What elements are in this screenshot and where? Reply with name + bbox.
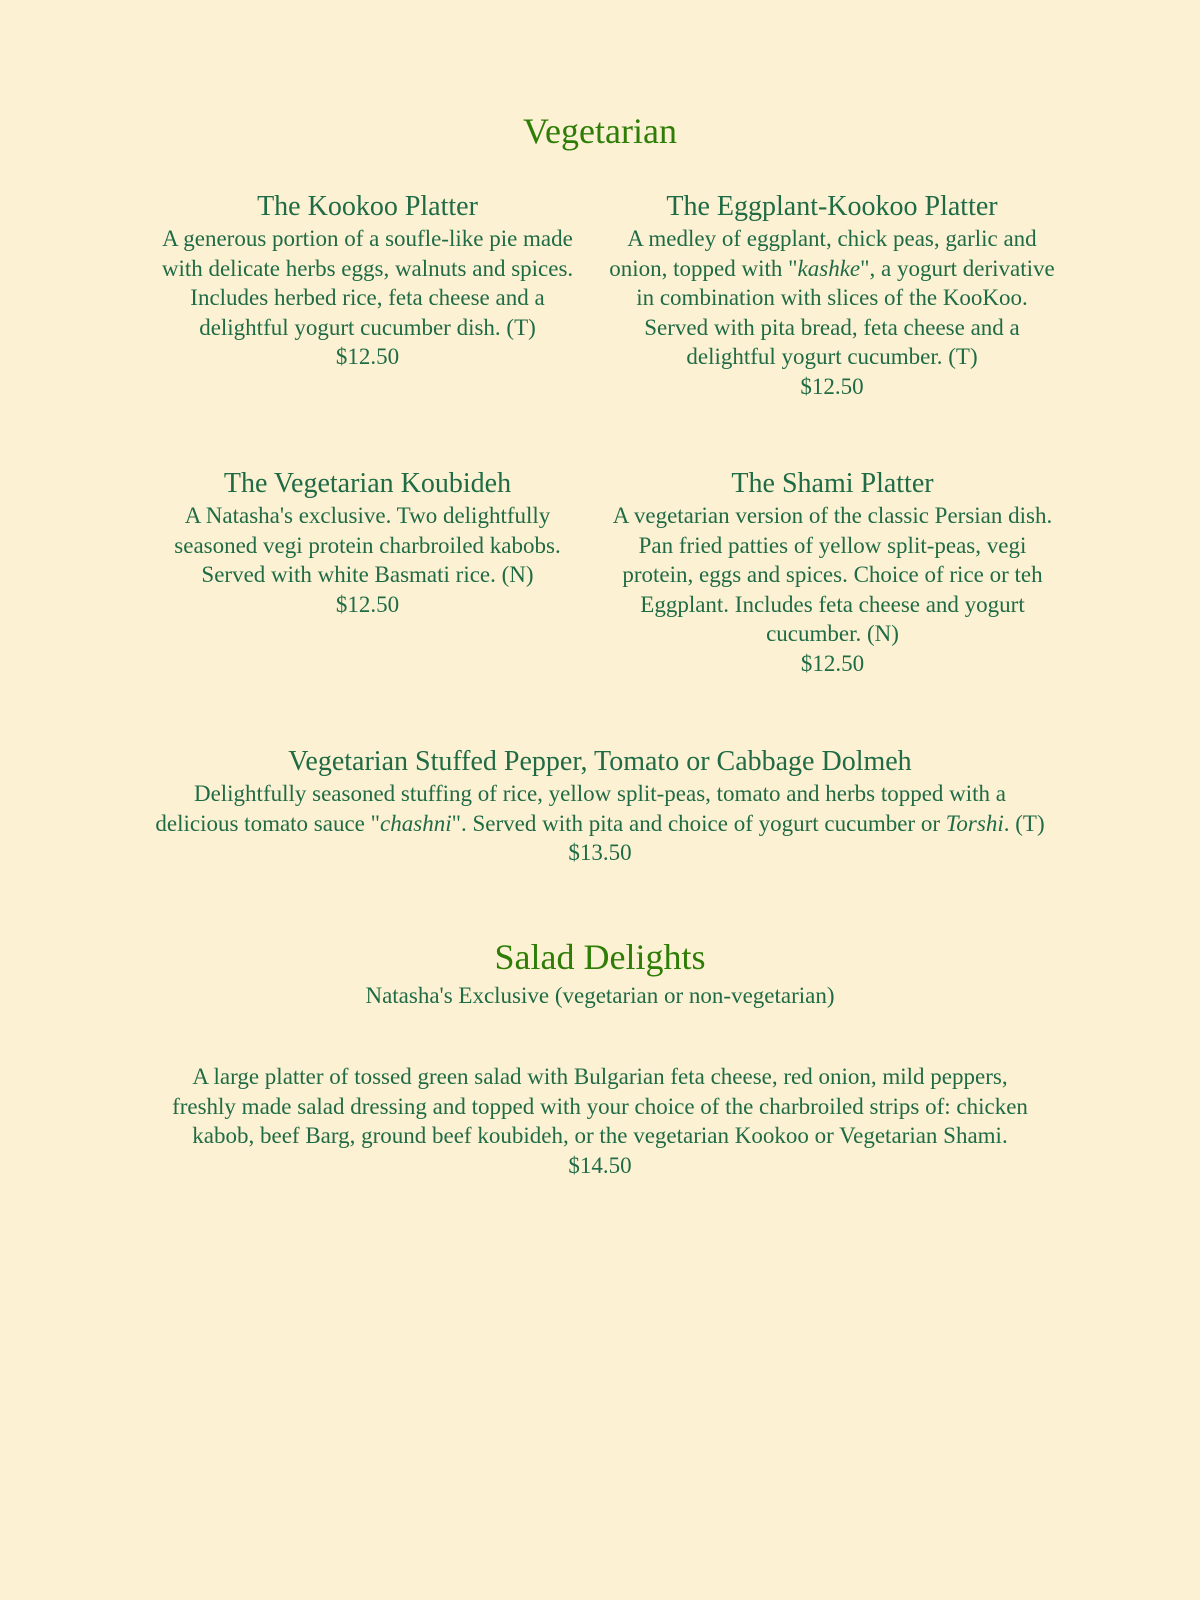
menu-item-salad-platter xyxy=(160,1062,1040,1180)
item-price: $12.50 xyxy=(800,650,865,676)
item-description: A vegetarian version of the classic Persian dish. Pan fried patties of yellow split-peas, vegi protein, eggs and spices. Choice of rice or teh Eggplant. Includes feta cheese and yogurt cucumber. (N) xyxy=(612,503,1053,646)
item-name: The Vegetarian Koubideh xyxy=(223,468,512,499)
item-price: $13.50 xyxy=(568,840,632,865)
menu-item-vegetarian-koubideh xyxy=(145,467,590,619)
menu-item-shami-platter xyxy=(605,467,1060,678)
salad-section-title: Salad Delights xyxy=(494,937,706,977)
vegetarian-section-title: Vegetarian xyxy=(523,111,677,151)
menu-item-eggplant-kookoo-platter xyxy=(608,190,1056,401)
item-price: $12.50 xyxy=(800,373,864,399)
item-name: Vegetarian Stuffed Pepper, Tomato or Cabbage Dolmeh xyxy=(288,746,912,777)
item-price: $12.50 xyxy=(335,344,400,369)
menu-item-stuffed-dolmeh xyxy=(150,745,1050,868)
item-description: A Natasha's exclusive. Two delightfully seasoned vegi protein charbroiled kabobs. Served with white Basmati rice. (N) xyxy=(174,503,561,587)
item-description: Delightfully seasoned stuffing of rice, yellow split-peas, tomato and herbs topped with a delicious tomato sauce "chashni". Served with pita and choice of yogurt cucumber or Torshi. (T) xyxy=(155,781,1045,836)
item-name: The Shami Platter xyxy=(731,468,934,499)
item-description: A generous portion of a soufle-like pie made with delicate herbs eggs, walnuts and spices. Includes herbed rice, feta cheese and a delightful yogurt cucumber dish. (T) xyxy=(161,226,574,340)
menu-item-kookoo-platter xyxy=(150,190,585,372)
item-description: A medley of eggplant, chick peas, garlic and onion, topped with "kashke", a yogurt derivative in combination with slices of the KooKoo. Served with pita bread, feta cheese and a delightful yogurt cucumber. (T) xyxy=(609,226,1055,369)
item-price: $12.50 xyxy=(335,591,400,617)
item-name: The Kookoo Platter xyxy=(257,191,478,222)
salad-subtitle: Natasha's Exclusive (vegetarian or non-vegetarian) xyxy=(365,983,835,1008)
item-name: The Eggplant-Kookoo Platter xyxy=(666,191,998,222)
item-price: $14.50 xyxy=(568,1152,632,1178)
item-description: A large platter of tossed green salad with Bulgarian feta cheese, red onion, mild peppers, freshly made salad dressing and topped with your choice of the charbroiled strips of: chicken kabob, beef Barg, ground beef koubideh, or the vegetarian Kookoo or Vegetarian Shami. xyxy=(172,1064,1028,1148)
